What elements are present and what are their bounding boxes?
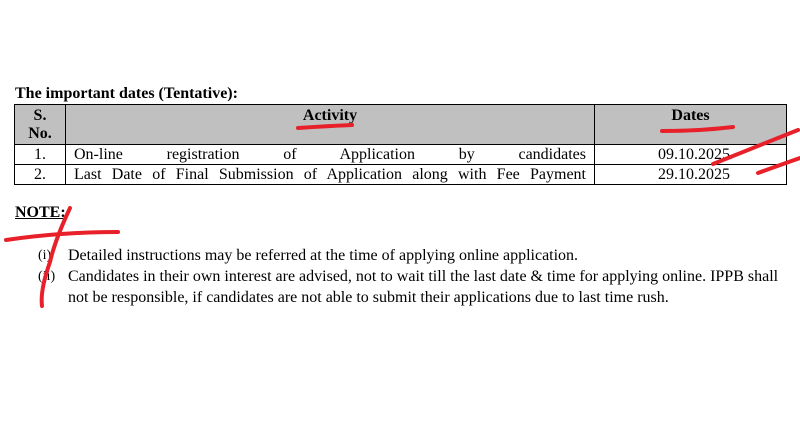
important-dates-table [14,104,787,185]
table-row [15,165,787,185]
note-text: Detailed instructions may be referred at the time of applying online application. [68,247,579,264]
header-dates: Dates [595,105,787,145]
header-activity: Activity [66,105,595,145]
row-activity: On-line registration of Application by candidates [66,145,595,165]
header-sno: S. No. [15,105,66,145]
row-date: 09.10.2025 [595,145,787,165]
note-text: Candidates in their own interest are advised, not to wait till the last date & time for applying online. IPPB shall not be responsible, if candidates are not able to submit their applications due to last time rush. [68,268,779,306]
note-cross-horizontal [6,232,118,240]
note-item [38,245,780,266]
note-list [38,245,780,308]
row-sno: 2. [15,165,66,185]
row-date: 29.10.2025 [595,165,787,185]
note-marker: (ii) [38,269,56,284]
note-title: NOTE: [15,204,66,221]
note-item [38,266,780,308]
row-activity: Last Date of Final Submission of Application along with Fee Payment [66,165,595,185]
table-row [15,145,787,165]
note-marker: (i) [38,248,52,263]
section-heading: The important dates (Tentative): [15,85,238,102]
table-header-row [15,105,787,145]
row-sno: 1. [15,145,66,165]
